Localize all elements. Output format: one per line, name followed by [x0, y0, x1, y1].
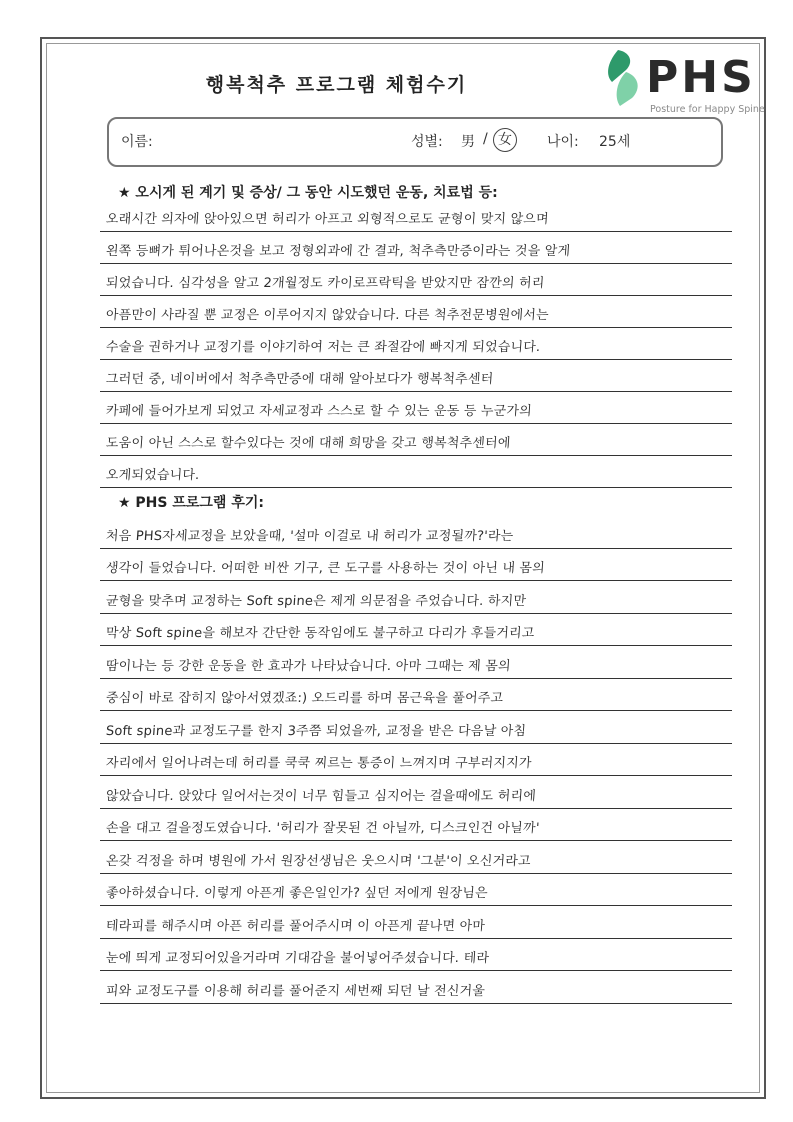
logo-tagline: Posture for Happy Spine — [650, 104, 765, 115]
handwritten-text: 수술을 권하거나 교정기를 이야기하여 저는 큰 좌절감에 빠지게 되었습니다. — [105, 340, 541, 355]
ruled-line — [100, 392, 732, 424]
handwritten-text: 자리에서 일어나려는데 허리를 쿡쿡 찌르는 통증이 느껴지며 구부러지지가 — [105, 756, 533, 771]
ruled-line — [100, 200, 732, 232]
ruled-line — [100, 906, 732, 939]
ruled-line — [100, 679, 732, 712]
gender-label: 성별: — [411, 134, 443, 150]
handwritten-text: 처음 PHS자세교정을 보았을때, '설마 이걸로 내 허리가 교정될까?'라는 — [105, 528, 514, 544]
handwritten-text: 그러던 중, 네이버에서 척추측만증에 대해 알아보다가 행복척추센터 — [105, 372, 494, 387]
gender-male: 男 — [461, 134, 475, 150]
ruled-line — [100, 614, 732, 647]
ruled-line — [100, 581, 732, 614]
logo-wordmark: PHS — [646, 52, 756, 103]
ruled-line — [100, 296, 732, 328]
handwritten-text: 막상 Soft spine을 해보자 간단한 동작임에도 불구하고 다리가 후들거리고 — [105, 626, 536, 641]
age-label: 나이: — [547, 134, 579, 150]
ruled-line — [100, 549, 732, 582]
gender-separator: / — [483, 131, 488, 147]
ruled-line — [100, 360, 732, 392]
handwritten-text: 아픔만이 사라질 뿐 교정은 이루어지지 않았습니다. 다른 척추전문병원에서는 — [105, 308, 550, 323]
info-box — [107, 117, 723, 167]
handwritten-text: 오래시간 의자에 앉아있으면 허리가 아프고 외형적으로도 균형이 맞지 않으며 — [105, 212, 550, 227]
ruled-line — [100, 456, 732, 488]
handwritten-text: 좋아하셨습니다. 이렇게 아픈게 좋은일인가? 싶던 저에게 원장님은 — [105, 886, 489, 901]
handwritten-text: 도움이 아닌 스스로 할수있다는 것에 대해 희망을 갖고 행복척추센터에 — [105, 436, 512, 451]
handwritten-text: 테라피를 해주시며 아픈 허리를 풀어주시며 이 아픈게 끝나면 아마 — [105, 918, 486, 934]
ruled-line — [100, 711, 732, 744]
handwritten-text: 온갖 걱정을 하며 병원에 가서 원장선생님은 웃으시며 '그분'이 오신거라고 — [105, 853, 532, 869]
ruled-line — [100, 809, 732, 842]
handwritten-text: 땀이나는 등 강한 운동을 한 효과가 나타났습니다. 아마 그때는 제 몸의 — [105, 658, 512, 674]
handwritten-text: 중심이 바로 잡히지 않아서였겠죠:) 오드리를 하며 몸근육을 풀어주고 — [105, 691, 504, 706]
handwritten-text: 카페에 들어가보게 되었고 자세교정과 스스로 할 수 있는 운동 등 누군가의 — [105, 404, 533, 419]
phs-logo — [604, 46, 782, 118]
handwritten-text: 되었습니다. 심각성을 알고 2개월정도 카이로프락틱을 받았지만 잠깐의 허리 — [105, 276, 546, 291]
name-label: 이름: — [121, 134, 153, 150]
page-title: 행복척추 프로그램 체험수기 — [205, 74, 468, 96]
ruled-line — [100, 264, 732, 296]
handwritten-text: 왼쪽 등뼈가 튀어나온것을 보고 정형외과에 간 결과, 척추측만증이라는 것을 알게 — [105, 244, 571, 259]
phs-logo-icon — [604, 48, 644, 108]
ruled-line — [100, 971, 732, 1004]
ruled-line — [100, 424, 732, 456]
handwritten-text: 않았습니다. 앉았다 일어서는것이 너무 힘들고 심지어는 걸을때에도 허리에 — [105, 788, 537, 804]
section1-heading: ★ 오시게 된 계기 및 증상/ 그 동안 시도했던 운동, 치료법 등: — [118, 185, 498, 201]
handwritten-text: 오게되었습니다. — [105, 468, 201, 483]
ruled-line — [100, 776, 732, 809]
handwritten-text: Soft spine과 교정도구를 한지 3주쯤 되었을까, 교정을 받은 다음날 아침 — [105, 723, 527, 739]
gender-female-circled: 女 — [493, 128, 517, 152]
handwritten-text: 손을 대고 걸을정도였습니다. '허리가 잘못된 건 아닐까, 디스크인건 아닐까' — [105, 821, 541, 836]
ruled-line — [100, 232, 732, 264]
ruled-line — [100, 939, 732, 972]
section2-heading: ★ PHS 프로그램 후기: — [118, 495, 264, 511]
ruled-line — [100, 328, 732, 360]
ruled-line — [100, 744, 732, 777]
ruled-line — [100, 646, 732, 679]
ruled-line — [100, 874, 732, 907]
handwritten-text: 생각이 들었습니다. 어떠한 비싼 기구, 큰 도구를 사용하는 것이 아닌 내 몸의 — [105, 561, 546, 576]
age-value: 25세 — [599, 134, 631, 150]
handwritten-text: 균형을 맞추며 교정하는 Soft spine은 제게 의문점을 주었습니다. 하지만 — [105, 593, 527, 609]
handwritten-text: 눈에 띄게 교정되어있을거라며 기대감을 불어넣어주셨습니다. 테라 — [105, 951, 490, 966]
ruled-line — [100, 516, 732, 549]
handwritten-text: 피와 교정도구를 이용해 허리를 풀어준지 세번째 되던 날 전신거울 — [105, 983, 486, 999]
ruled-line — [100, 841, 732, 874]
